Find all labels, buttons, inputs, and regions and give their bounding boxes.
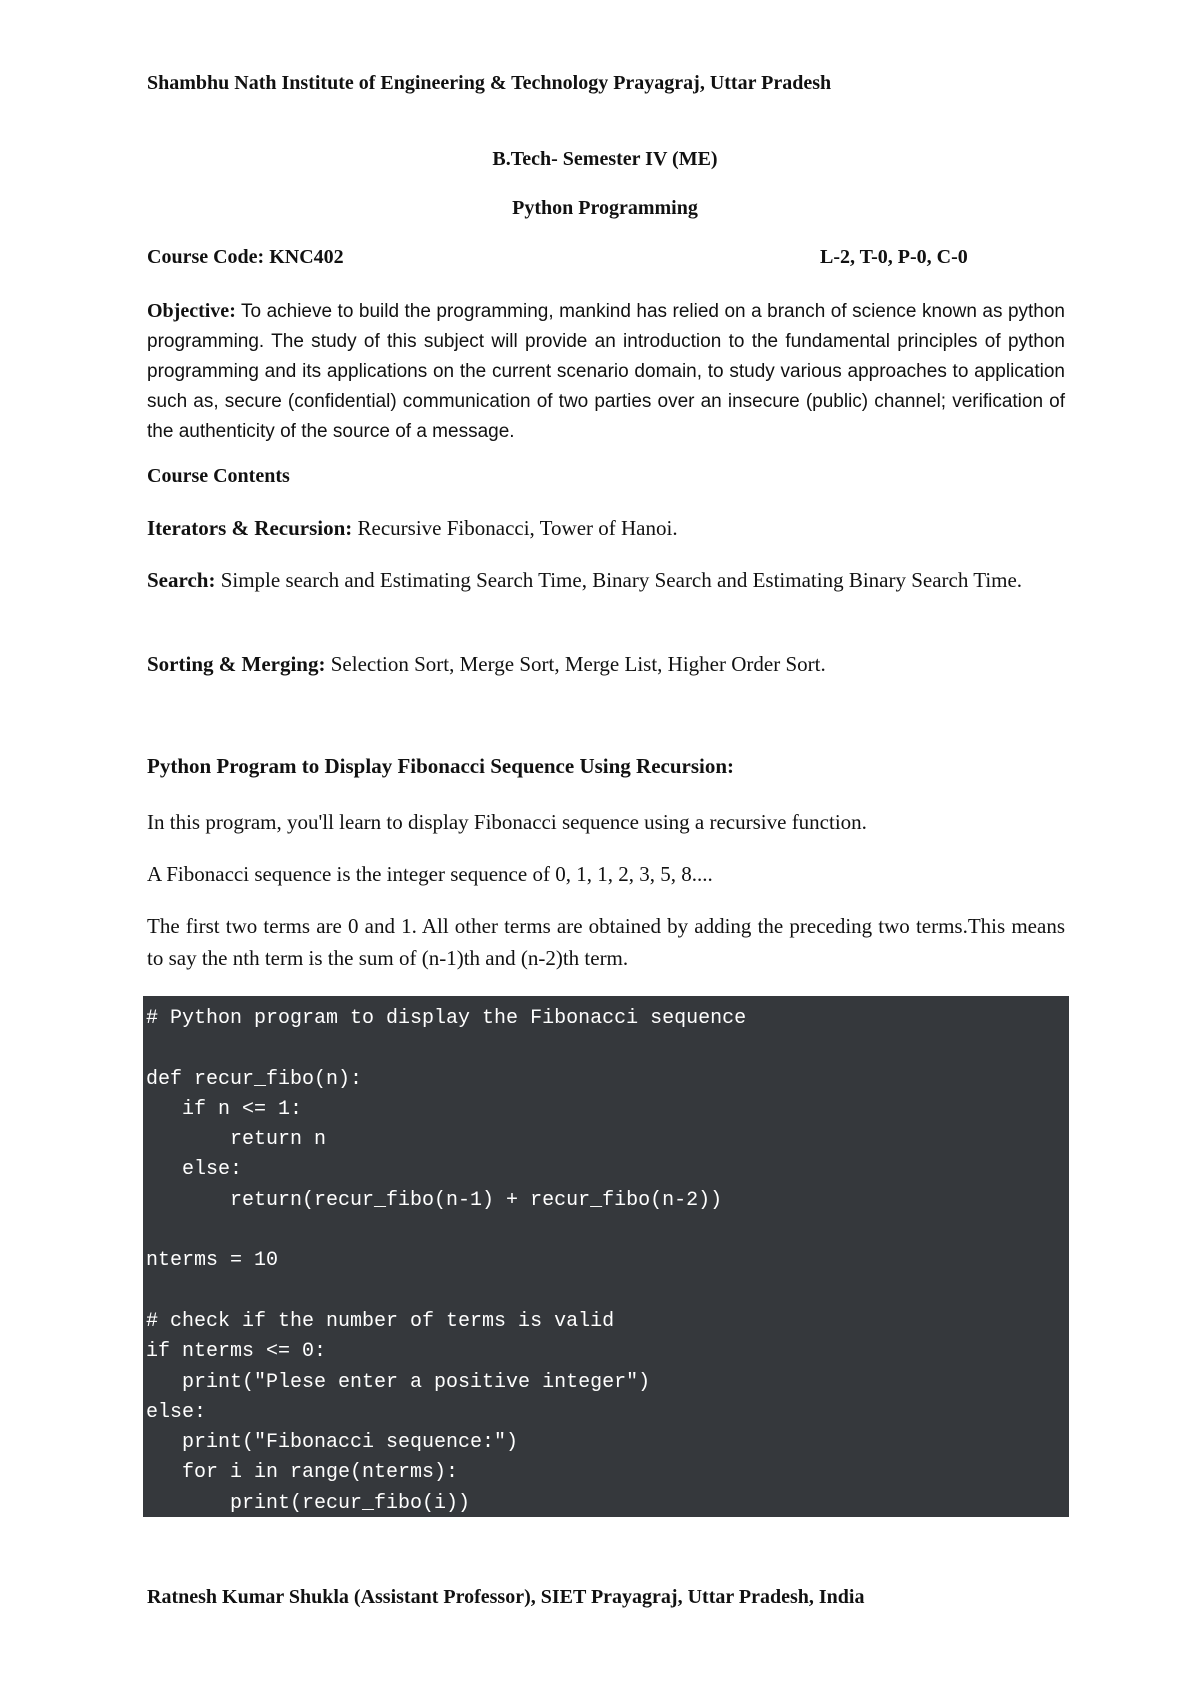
ltpc-credits: L-2, T-0, P-0, C-0 (820, 246, 968, 268)
course-code: Course Code: KNC402 (147, 246, 344, 268)
code-line: for i in range(nterms): (146, 1461, 459, 1485)
code-line: if n <= 1: (146, 1097, 303, 1121)
code-line: def recur_fibo(n): (146, 1067, 363, 1091)
code-line: nterms = 10 (146, 1249, 279, 1273)
author-footer: Ratnesh Kumar Shukla (Assistant Professor), SIET Prayagraj, Uttar Pradesh, India (147, 1586, 865, 1608)
code-line: # check if the number of terms is valid (146, 1309, 615, 1333)
content-item-sorting (147, 648, 1065, 680)
code-line: print("Fibonacci sequence:") (146, 1431, 519, 1455)
subject-title: Python Programming (512, 197, 698, 219)
code-line (146, 1034, 1069, 1064)
course-contents-heading: Course Contents (147, 465, 290, 487)
content-item-text: Selection Sort, Merge Sort, Merge List, Higher Order Sort. (330, 652, 826, 676)
code-line: return n (146, 1128, 327, 1152)
institute-header: Shambhu Nath Institute of Engineering & Technology Prayagraj, Uttar Pradesh (147, 72, 832, 94)
code-line (146, 1216, 1069, 1246)
program-title: B.Tech- Semester IV (ME) (492, 148, 718, 170)
code-line: if nterms <= 0: (146, 1340, 327, 1364)
content-item-search (147, 564, 1065, 596)
content-item-label: Search: (147, 568, 216, 592)
program-intro: In this program, you'll learn to display Fibonacci sequence using a recursive function. (147, 810, 867, 834)
code-line: print("Plese enter a positive integer") (146, 1370, 651, 1394)
code-line: else: (146, 1400, 207, 1424)
content-item-label: Iterators & Recursion: (147, 516, 353, 540)
fibonacci-explanation: The first two terms are 0 and 1. All other terms are obtained by adding the preceding two terms.This means to say the nth term is the sum of (n-1)th and (n-2)th term. (147, 914, 1065, 970)
code-line: return(recur_fibo(n-1) + recur_fibo(n-2)) (146, 1188, 723, 1212)
objective-paragraph (147, 296, 1065, 447)
code-line: print(recur_fibo(i)) (146, 1491, 471, 1515)
code-line (146, 1277, 1069, 1307)
content-item-iterators (147, 512, 1065, 544)
content-item-text: Simple search and Estimating Search Time, Binary Search and Estimating Binary Search Time. (220, 568, 1023, 592)
objective-label: Objective: (147, 300, 236, 322)
content-item-text: Recursive Fibonacci, Tower of Hanoi. (357, 516, 678, 540)
program-heading: Python Program to Display Fibonacci Sequence Using Recursion: (147, 754, 735, 778)
code-line: # Python program to display the Fibonacci sequence (146, 1007, 747, 1030)
objective-text: To achieve to build the programming, mankind has relied on a branch of science known as python programming. The study of this subject will provide an introduction to the fundamental principles of python programming and its applications on the current scenario domain, to study various approaches to application such as, secure (confidential) communication of two parties over an insecure (public) channel; verification of the authenticity of the source of a message. (147, 301, 1065, 442)
fibonacci-definition: A Fibonacci sequence is the integer sequence of 0, 1, 1, 2, 3, 5, 8.... (147, 862, 713, 886)
content-item-label: Sorting & Merging: (147, 652, 326, 676)
code-line: else: (146, 1158, 243, 1182)
code-block (143, 996, 1069, 1517)
